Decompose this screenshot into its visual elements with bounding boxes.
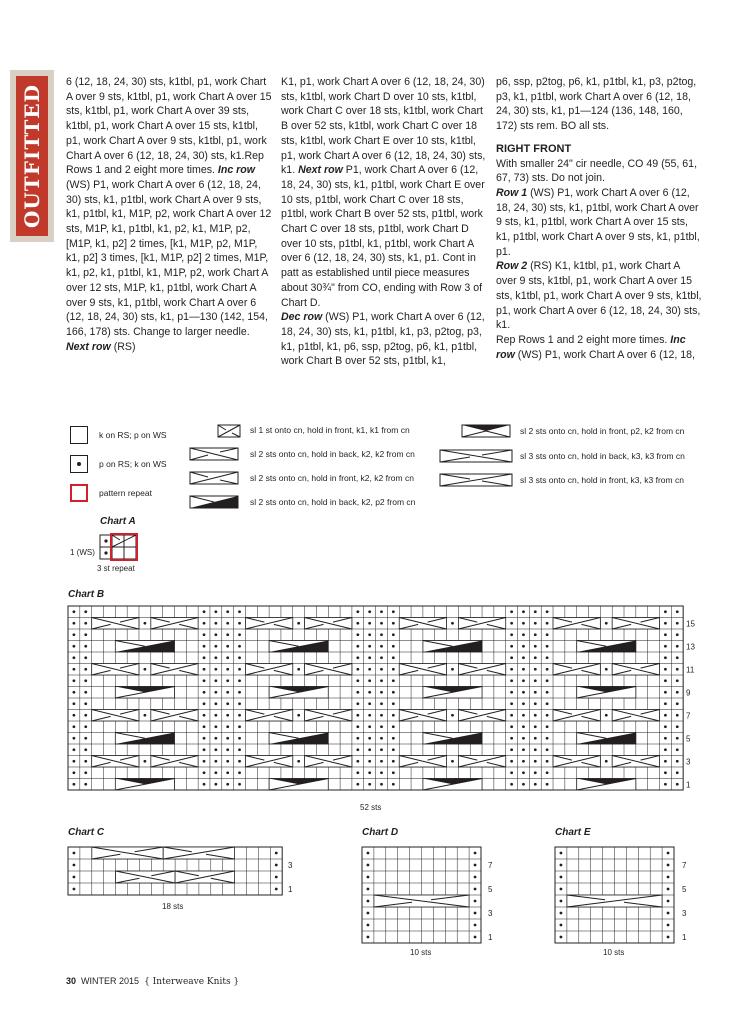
row-number: 1 bbox=[488, 933, 493, 942]
row-number: 1 bbox=[686, 780, 691, 790]
purl-dot bbox=[667, 876, 670, 879]
chart-c-title: Chart C bbox=[68, 827, 105, 838]
text-segment: P1, work Chart A over 6 (12, 18, 24, 30) sts, k1, p1tbl, work Chart E over 10 sts, p1tbl, work Chart C over 18 sts, p1tbl, work Chart B over 52 sts, p1tbl, work Chart C over 18 sts, p1tbl, work Chart D over 10 sts, p1tbl, k1, p1tbl, work Chart A over 6 (12, 18, 24, 30) sts, k1, p1. Cont in patt as established until piece measures about 30¾" from CO, ending with Row 3 of Chart D. bbox=[281, 164, 485, 309]
text-segment: Next row bbox=[298, 164, 343, 177]
text-segment: K1, p1, work Chart A over 6 (12, 18, 24, 30) sts, k1tbl, work Chart D over 10 sts, k1tbl, work Chart C over 18 sts, k1tbl, work Chart B over 52 sts, k1tbl, work Chart C over 18 sts, k1tbl, work Chart E over 10 sts, k1tbl, p1, work Chart A over 6 (12, 18, 24, 30) sts, k1. bbox=[281, 76, 486, 177]
legend-c6-label: sl 3 sts onto cn, hold in back, k3, k3 from cn bbox=[520, 451, 685, 461]
row-number: 15 bbox=[686, 619, 695, 629]
purl-dot bbox=[560, 852, 563, 855]
purl-dot bbox=[560, 936, 563, 939]
purl-dot bbox=[667, 900, 670, 903]
text-segment: (WS) P1, work Chart A over 6 (12, 18, 24, 30) sts, k1, p1tbl, work Chart A over 9 sts, k1, p1tbl, k1, M1P, p2, work Chart A over 12 sts, M1P, k1, p1tbl, k1, p2, k1, M1P, p2, [M1P, k1, p2] 2 times, [k1, M1P, p2, M1P, k1, p2] 3 times, [k1, M1P, p2] 2 times, M1P, k1, p2, k1, p1tbl, k1, M1P, p2, work Chart A over 12 sts, M1P, k1, p1tbl, work Chart A over 9 sts, k1, p1tbl, work Chart A over 6 (12, 18, 24, 30) sts, k1, p1—130 (142, 154, 166, 178) sts. Change to larger needle. bbox=[66, 178, 272, 338]
text-segment: 6 (12, 18, 24, 30) sts, k1tbl, p1, work Chart A over 9 sts, k1tbl, p1, work Chart A over 15 sts, k1tbl, p1, work Chart A over 39 sts, k1tbl, p1, work Chart A over 15 sts, k1tbl, p1, work Chart A over 9 sts, k1tbl, p1, work Chart A over 6 (12, 18, 24, 30) sts, k1. bbox=[66, 76, 272, 162]
row-number: 11 bbox=[686, 665, 695, 675]
legend-knit-label: k on RS; p on WS bbox=[99, 430, 167, 440]
purl-dot bbox=[560, 912, 563, 915]
chart-e-width-label: 10 sts bbox=[603, 948, 625, 957]
purl-dot bbox=[667, 912, 670, 915]
row-number: 7 bbox=[488, 861, 493, 870]
purl-dot bbox=[560, 888, 563, 891]
chart-a-repeat-label: 3 st repeat bbox=[97, 564, 135, 573]
text-segment: (WS) P1, work Chart A over 6 (12, 18, 24, 30) sts, k1, p1tbl, work Chart A over 9 sts, k1, p1tbl, work Chart A over 15 sts, k1, p1tbl, work Chart A over 9 sts, k1, p1tbl, p1. bbox=[496, 186, 700, 258]
purl-dot bbox=[667, 888, 670, 891]
chart-d-width-label: 10 sts bbox=[410, 948, 432, 957]
row-number: 1 bbox=[682, 933, 687, 942]
text-segment: Row 1 bbox=[496, 186, 528, 199]
chart-d-title: Chart D bbox=[362, 827, 399, 838]
chart-a-title: Chart A bbox=[100, 516, 136, 527]
purl-dot bbox=[560, 900, 563, 903]
row-number: 3 bbox=[288, 861, 293, 870]
text-segment: Rep Rows 1 and 2 eight more times. bbox=[66, 149, 264, 177]
issue-season: WINTER 2015 bbox=[81, 976, 140, 986]
purl-dot bbox=[560, 924, 563, 927]
text-segment: RIGHT FRONT bbox=[496, 142, 572, 155]
page-number: 30 bbox=[66, 976, 77, 986]
purl-dot bbox=[667, 924, 670, 927]
text-segment: p6, ssp, p2tog, p6, k1, p1tbl, k1, p3, p2tog, p3, k1, p1tbl, work Chart A over 6 (12, 18, 24, 30) sts, k1, p1—124 (136, 148, 160, 172) sts rem. BO all sts. bbox=[496, 76, 697, 133]
text-segment: (RS) bbox=[110, 340, 136, 353]
purl-dot bbox=[560, 876, 563, 879]
legend-c4-label: sl 2 sts onto cn, hold in back, k2, p2 from cn bbox=[250, 497, 416, 507]
purl-dot bbox=[667, 852, 670, 855]
text-segment: Next row bbox=[66, 340, 111, 353]
section-tab-label: OUTFITTED bbox=[20, 84, 44, 228]
text-segment: (WS) P1, work Chart A over 6 (12, 18, 24, 30) sts, k1, p1tbl, k1, p3, p2tog, p3, k1, p1tbl, k1, p6, ssp, p2tog, p6, k1, p1tbl, work Chart B over 52 sts, p1tbl, k1, bbox=[281, 311, 485, 368]
row-number: 5 bbox=[686, 734, 691, 744]
legend-c7-label: sl 3 sts onto cn, hold in front, k3, k3 from cn bbox=[520, 475, 684, 485]
row-number: 1 bbox=[288, 885, 293, 894]
legend-purl-label: p on RS; k on WS bbox=[99, 459, 167, 469]
row-number: 7 bbox=[686, 711, 691, 721]
text-segment: Inc row bbox=[217, 164, 256, 177]
chart-b-title: Chart B bbox=[68, 589, 105, 600]
chart-e-title: Chart E bbox=[555, 827, 591, 838]
text-segment: Dec row bbox=[281, 311, 323, 324]
page-footer bbox=[66, 976, 239, 987]
purl-dot bbox=[667, 936, 670, 939]
row-number: 3 bbox=[488, 909, 493, 918]
text-segment: (WS) P1, work Chart A over 6 (12, 18, bbox=[514, 348, 696, 361]
purl-dot bbox=[667, 864, 670, 867]
text-segment: Row 2 bbox=[496, 260, 528, 273]
row-number: 3 bbox=[682, 909, 687, 918]
purl-dot bbox=[560, 864, 563, 867]
magazine-name: { Interweave Knits } bbox=[144, 977, 240, 987]
legend-c5-label: sl 2 sts onto cn, hold in front, p2, k2 from cn bbox=[520, 426, 685, 436]
legend-repeat-label: pattern repeat bbox=[99, 488, 152, 498]
chart-a-row-label: 1 (WS) bbox=[70, 548, 95, 557]
text-segment: Inc row bbox=[496, 333, 686, 361]
row-number: 5 bbox=[682, 885, 687, 894]
row-number: 3 bbox=[686, 757, 691, 767]
legend-c1-label: sl 1 st onto cn, hold in front, k1, k1 from cn bbox=[250, 425, 410, 435]
chart-b-width-label: 52 sts bbox=[360, 803, 382, 812]
legend-c2-label: sl 2 sts onto cn, hold in back, k2, k2 from cn bbox=[250, 449, 415, 459]
row-number: 5 bbox=[488, 885, 493, 894]
text-segment: With smaller 24" cir needle, CO 49 (55, 61, 67, 73) sts. Do not join. bbox=[496, 157, 698, 185]
row-number: 9 bbox=[686, 688, 691, 698]
row-number: 7 bbox=[682, 861, 687, 870]
row-number: 13 bbox=[686, 642, 695, 652]
chart-c-width-label: 18 sts bbox=[162, 902, 184, 911]
text-segment: (RS) K1, k1tbl, p1, work Chart A over 9 sts, k1tbl, p1, work Chart A over 15 sts, k1tbl, p1, work Chart A over 9 sts, k1tbl, p1, work Chart A over 6 (12, 18, 24, 30) sts, k1. Rep Rows 1 and 2 eight more times. bbox=[496, 260, 702, 346]
legend-c3-label: sl 2 sts onto cn, hold in front, k2, k2 from cn bbox=[250, 473, 414, 483]
